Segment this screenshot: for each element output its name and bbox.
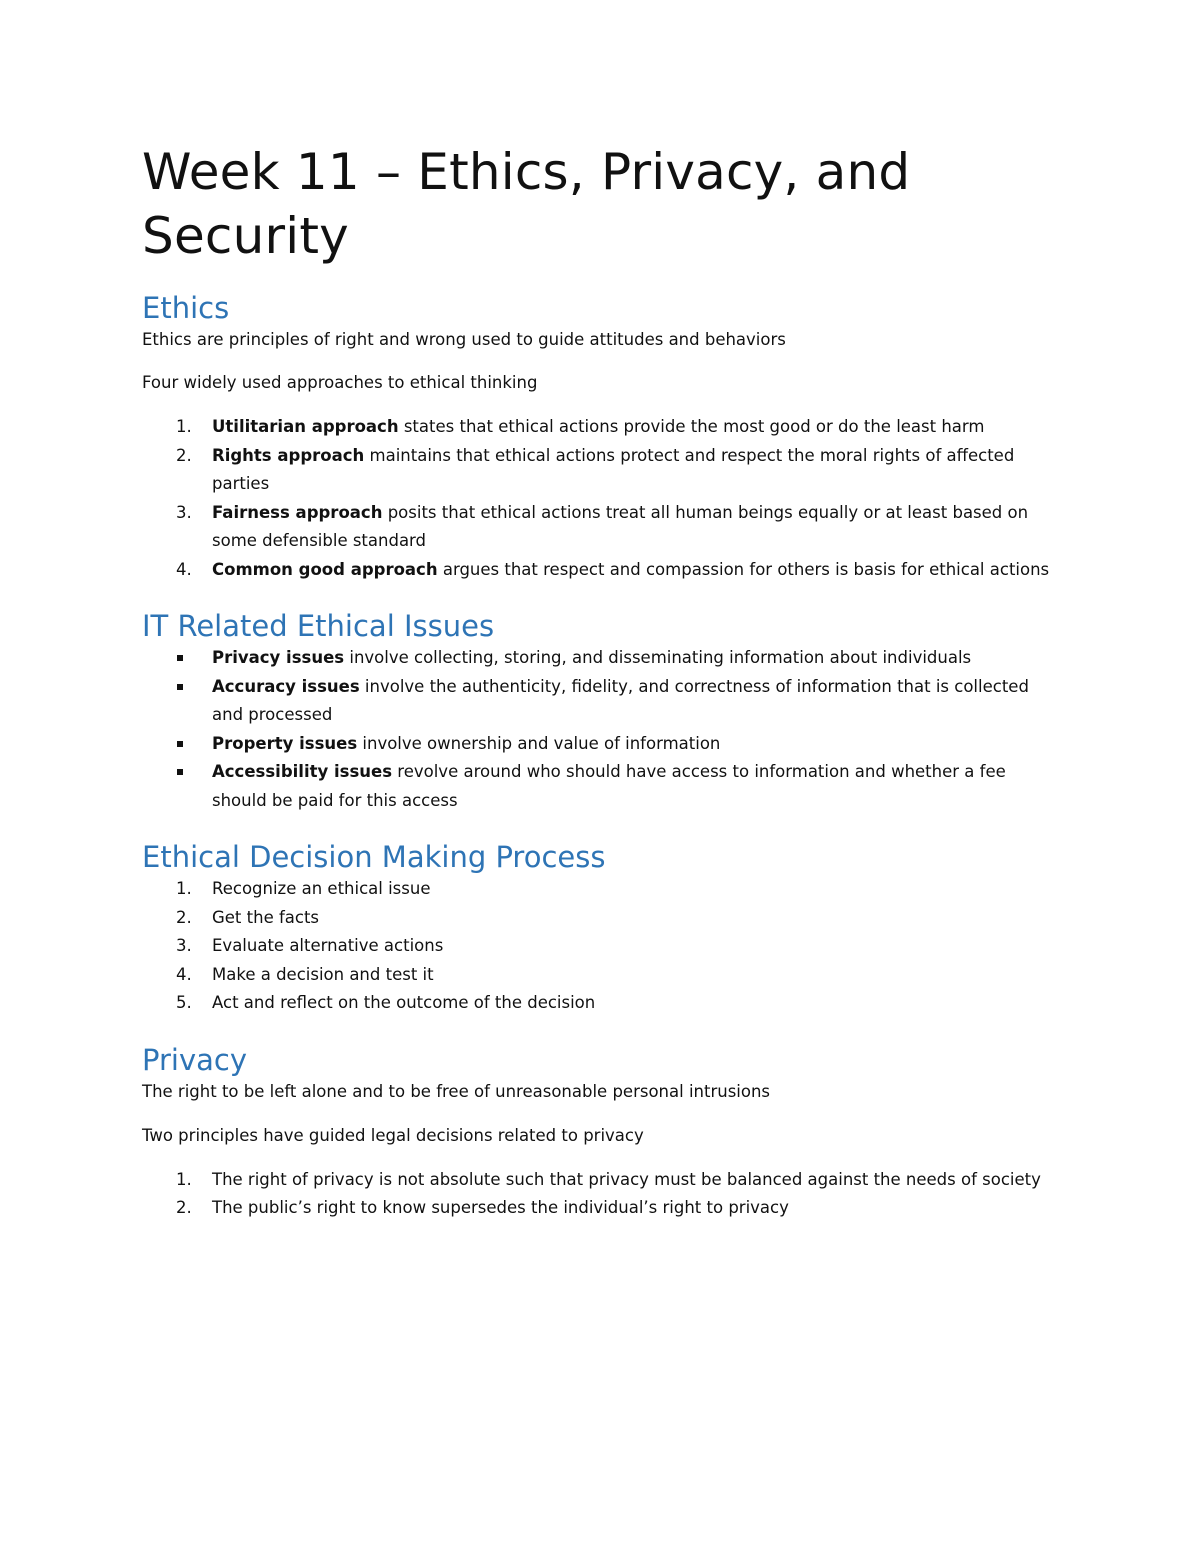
privacy-heading: Privacy [142, 1042, 247, 1077]
it-issues-heading: IT Related Ethical Issues [142, 609, 495, 643]
approach-term: Fairness approach [212, 502, 383, 522]
approach-term: Utilitarian approach [212, 417, 399, 436]
bullet-icon [177, 684, 183, 690]
step-text: Act and reflect on the outcome of the decision [212, 993, 596, 1012]
privacy-principles-list [142, 1166, 1062, 1223]
list-item [142, 730, 1062, 759]
it-issues-section [142, 608, 1062, 815]
list-item [142, 644, 1062, 673]
list-number: 2. [176, 445, 192, 465]
step-text: Evaluate alternative actions [212, 936, 444, 955]
list-item [142, 932, 1062, 961]
issue-term: Accuracy issues [212, 676, 360, 696]
bullet-icon [177, 769, 183, 775]
step-text: Recognize an ethical issue [212, 879, 431, 898]
list-number: 3. [176, 936, 192, 955]
decision-steps-list [142, 875, 1062, 1018]
list-number: 1. [176, 417, 192, 436]
list-item [142, 1166, 1062, 1195]
decision-section [142, 839, 1062, 1018]
step-text: Make a decision and test it [212, 964, 434, 984]
ethics-approaches-list [142, 413, 1062, 584]
list-item [142, 413, 1062, 442]
list-number: 4. [176, 559, 192, 579]
list-number: 2. [176, 907, 192, 927]
list-item [142, 904, 1062, 933]
issue-term: Accessibility issues [212, 762, 393, 781]
list-item [142, 758, 1062, 815]
ethics-section [142, 290, 1062, 584]
list-item [142, 1194, 1062, 1223]
issue-description: revolve around who should have access to information and whether a fee should be paid for this access [212, 762, 1006, 810]
approach-description: maintains that ethical actions protect and respect the moral rights of affected parties [212, 445, 1015, 493]
bullet-icon [177, 655, 183, 661]
list-item [142, 442, 1062, 499]
document-title: Week 11 – Ethics, Privacy, and Security [142, 143, 911, 265]
list-number: 5. [176, 993, 192, 1012]
privacy-definition: The right to be left alone and to be free of unreasonable personal intrusions [142, 1081, 771, 1101]
ethics-intro: Four widely used approaches to ethical thinking [142, 373, 538, 392]
issue-term: Privacy issues [212, 648, 345, 667]
approach-description: argues that respect and compassion for others is basis for ethical actions [437, 559, 1050, 579]
list-item [142, 556, 1062, 585]
privacy-intro: Two principles have guided legal decisions related to privacy [142, 1125, 644, 1145]
list-number: 3. [176, 502, 192, 522]
approach-term: Common good approach [212, 559, 438, 579]
list-item [142, 499, 1062, 556]
issue-description: involve ownership and value of information [357, 733, 721, 753]
step-text: Get the facts [212, 907, 320, 927]
list-number: 1. [176, 879, 192, 898]
issue-description: involve collecting, storing, and disseminating information about individuals [344, 648, 972, 667]
decision-heading: Ethical Decision Making Process [142, 840, 606, 874]
document-page [142, 140, 1062, 1223]
approach-term: Rights approach [212, 445, 365, 465]
list-number: 2. [176, 1198, 192, 1217]
list-item [142, 673, 1062, 730]
approach-description: posits that ethical actions treat all human beings equally or at least based on some defensible standard [212, 502, 1029, 550]
list-item [142, 875, 1062, 904]
issue-term: Property issues [212, 733, 358, 753]
principle-text: The right of privacy is not absolute such that privacy must be balanced against the needs of society [212, 1169, 1041, 1189]
it-issues-list [142, 644, 1062, 815]
approach-description: states that ethical actions provide the most good or do the least harm [398, 417, 985, 436]
ethics-heading: Ethics [142, 291, 230, 325]
list-number: 4. [176, 964, 192, 984]
list-item [142, 989, 1062, 1018]
issue-description: involve the authenticity, fidelity, and correctness of information that is collected and processed [212, 676, 1029, 724]
bullet-icon [177, 741, 183, 747]
principle-text: The public’s right to know supersedes the individual’s right to privacy [212, 1198, 789, 1217]
ethics-definition: Ethics are principles of right and wrong used to guide attitudes and behaviors [142, 330, 786, 349]
list-number: 1. [176, 1169, 192, 1189]
list-item [142, 961, 1062, 990]
privacy-section [142, 1042, 1062, 1223]
